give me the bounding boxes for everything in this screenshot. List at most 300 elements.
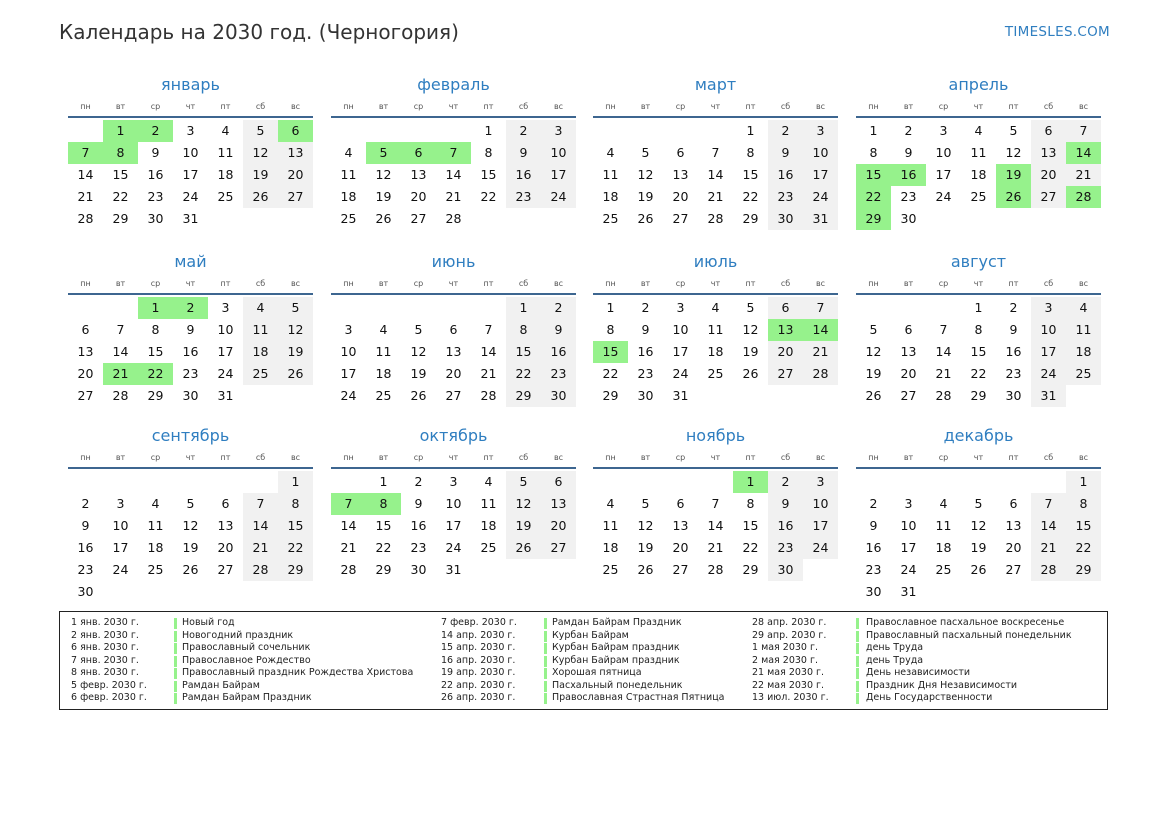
day-cell: 29 [147, 388, 164, 403]
day-cell: 13 [278, 142, 313, 164]
day-cell: 18 [707, 344, 724, 359]
holiday-day-cell: 1 [103, 120, 138, 142]
day-cell: 24 [672, 366, 689, 381]
legend-row [71, 680, 421, 693]
weekday-header [68, 447, 313, 469]
legend-holiday-name: Хорошая пятница [552, 667, 642, 678]
legend-row [441, 642, 791, 655]
day-cell: 16 [865, 540, 882, 555]
day-cell: 17 [1031, 341, 1066, 363]
day-cell: 20 [768, 341, 803, 363]
holiday-marker [856, 656, 859, 667]
day-cell: 10 [112, 518, 129, 533]
holiday-day-cell: 2 [138, 120, 173, 142]
day-cell: 25 [602, 211, 619, 226]
empty-cell [366, 297, 401, 319]
weekday-label: пт [220, 452, 231, 462]
weekday-label: вт [903, 278, 914, 288]
weekday-label: ср [675, 101, 686, 111]
days-grid [593, 471, 838, 581]
day-cell: 26 [243, 186, 278, 208]
weekday-label: пн [343, 452, 354, 462]
day-cell: 20 [278, 164, 313, 186]
day-cell: 27 [900, 388, 917, 403]
legend-date: 13 июл. 2030 г. [752, 692, 829, 703]
weekday-label: ср [938, 101, 949, 111]
month-name: ноябрь [685, 426, 746, 445]
month-block [68, 425, 313, 603]
day-cell: 13 [672, 518, 689, 533]
day-cell: 4 [484, 474, 493, 489]
holiday-marker [174, 693, 177, 704]
day-cell: 3 [221, 300, 230, 315]
days-grid [856, 471, 1101, 603]
day-cell: 3 [803, 471, 838, 493]
day-cell: 29 [375, 562, 392, 577]
day-cell: 9 [904, 145, 913, 160]
day-cell: 31 [182, 211, 199, 226]
day-cell: 24 [1031, 363, 1066, 385]
day-cell: 18 [602, 189, 619, 204]
weekday-label: чт [710, 452, 721, 462]
day-cell: 13 [900, 344, 917, 359]
weekday-header [593, 447, 838, 469]
weekday-label: ср [938, 452, 949, 462]
day-cell: 28 [340, 562, 357, 577]
weekday-header [331, 96, 576, 118]
weekday-label: вс [553, 101, 564, 111]
day-cell: 11 [375, 344, 392, 359]
legend-holiday-name: Новый год [182, 617, 235, 628]
legend-row [752, 680, 1102, 693]
day-cell: 3 [116, 496, 125, 511]
day-cell: 27 [410, 211, 427, 226]
weekday-label: чт [448, 101, 459, 111]
day-cell: 17 [672, 344, 689, 359]
day-cell: 27 [541, 537, 576, 559]
day-cell: 23 [900, 189, 917, 204]
empty-cell [1031, 471, 1066, 493]
legend-holiday-name: Курбан Байрам праздник [552, 642, 680, 653]
day-cell: 18 [243, 341, 278, 363]
day-cell: 13 [541, 493, 576, 515]
day-cell: 27 [1031, 186, 1066, 208]
day-cell: 9 [869, 518, 878, 533]
day-cell: 15 [742, 518, 759, 533]
day-cell: 1 [278, 471, 313, 493]
day-cell: 2 [768, 120, 803, 142]
day-cell: 23 [865, 562, 882, 577]
day-cell: 6 [768, 297, 803, 319]
day-cell: 8 [746, 145, 755, 160]
day-cell: 6 [904, 322, 913, 337]
legend-holiday-name: День Государственности [866, 692, 993, 703]
legend-date: 15 апр. 2030 г. [441, 642, 516, 653]
holiday-marker [174, 631, 177, 642]
day-cell: 27 [1005, 562, 1022, 577]
day-cell: 22 [742, 189, 759, 204]
legend-row [71, 655, 421, 668]
day-cell: 14 [707, 518, 724, 533]
day-cell: 20 [1005, 540, 1022, 555]
day-cell: 17 [445, 518, 462, 533]
weekday-label: пт [1008, 452, 1019, 462]
weekday-label: вс [1078, 101, 1089, 111]
day-cell: 28 [112, 388, 129, 403]
day-cell: 31 [900, 584, 917, 599]
days-grid [331, 297, 576, 407]
day-cell: 23 [77, 562, 94, 577]
day-cell: 30 [410, 562, 427, 577]
empty-cell [331, 120, 366, 142]
day-cell: 7 [484, 322, 493, 337]
weekday-label: вт [903, 452, 914, 462]
month-name: март [694, 75, 737, 94]
empty-cell [68, 471, 103, 493]
legend-holiday-name: Православный праздник Рождества Христова [182, 667, 414, 678]
day-cell: 23 [506, 186, 541, 208]
day-cell: 17 [217, 344, 234, 359]
holiday-marker [544, 643, 547, 654]
holiday-day-cell: 2 [173, 297, 208, 319]
holiday-marker [174, 668, 177, 679]
legend-holiday-name: Православный пасхальный понедельник [866, 629, 1072, 641]
weekday-header [856, 273, 1101, 295]
day-cell: 12 [970, 518, 987, 533]
empty-cell [698, 120, 733, 142]
day-cell: 9 [768, 142, 803, 164]
legend-row [71, 642, 421, 655]
day-cell: 16 [768, 164, 803, 186]
day-cell: 28 [1031, 559, 1066, 581]
weekday-label: сб [518, 101, 529, 111]
day-cell: 19 [970, 540, 987, 555]
empty-cell [68, 120, 103, 142]
holiday-marker [174, 681, 177, 692]
day-cell: 10 [182, 145, 199, 160]
day-cell: 18 [340, 189, 357, 204]
day-cell: 3 [449, 474, 458, 489]
day-cell: 14 [112, 344, 129, 359]
day-cell: 24 [803, 537, 838, 559]
day-cell: 29 [602, 388, 619, 403]
weekday-label: вс [1078, 278, 1089, 288]
holiday-marker [856, 631, 859, 642]
day-cell: 2 [768, 471, 803, 493]
weekday-label: вт [115, 278, 126, 288]
day-cell: 11 [243, 319, 278, 341]
day-cell: 15 [147, 344, 164, 359]
day-cell: 25 [375, 388, 392, 403]
day-cell: 8 [974, 322, 983, 337]
day-cell: 12 [1005, 145, 1022, 160]
holiday-marker [856, 643, 859, 654]
day-cell: 1 [379, 474, 388, 489]
weekday-label: чт [710, 278, 721, 288]
day-cell: 28 [707, 562, 724, 577]
day-cell: 8 [151, 322, 160, 337]
day-cell: 7 [711, 496, 720, 511]
day-cell: 4 [221, 123, 230, 138]
legend-date: 29 апр. 2030 г. [752, 629, 827, 641]
day-cell: 28 [445, 211, 462, 226]
day-cell: 5 [1009, 123, 1018, 138]
day-cell: 31 [803, 208, 838, 230]
day-cell: 18 [147, 540, 164, 555]
day-cell: 7 [1031, 493, 1066, 515]
holiday-marker [544, 693, 547, 704]
day-cell: 12 [410, 344, 427, 359]
month-name: декабрь [943, 426, 1014, 445]
day-cell: 11 [602, 167, 619, 182]
day-cell: 6 [81, 322, 90, 337]
day-cell: 12 [865, 344, 882, 359]
day-cell: 18 [935, 540, 952, 555]
weekday-label: ср [150, 101, 161, 111]
weekday-label: пт [1008, 278, 1019, 288]
weekday-label: вт [378, 101, 389, 111]
day-cell: 28 [480, 388, 497, 403]
day-cell: 24 [803, 186, 838, 208]
day-cell: 22 [278, 537, 313, 559]
empty-cell [628, 120, 663, 142]
legend-holiday-name: день Труда [866, 654, 924, 666]
day-cell: 6 [676, 496, 685, 511]
holiday-day-cell: 7 [331, 493, 366, 515]
day-cell: 2 [869, 496, 878, 511]
legend-row [441, 655, 791, 668]
weekday-label: сб [780, 278, 791, 288]
holiday-day-cell: 1 [138, 297, 173, 319]
day-cell: 4 [606, 145, 615, 160]
day-cell: 22 [112, 189, 129, 204]
weekday-label: ср [675, 452, 686, 462]
day-cell: 24 [182, 189, 199, 204]
empty-cell [996, 471, 1031, 493]
legend-date: 22 апр. 2030 г. [441, 679, 516, 691]
day-cell: 18 [217, 167, 234, 182]
legend-row [441, 617, 791, 630]
day-cell: 24 [445, 540, 462, 555]
weekday-label: пт [745, 101, 756, 111]
weekday-label: вс [815, 101, 826, 111]
month-block [856, 425, 1101, 603]
weekday-label: сб [518, 278, 529, 288]
day-cell: 15 [112, 167, 129, 182]
empty-cell [173, 471, 208, 493]
day-cell: 14 [480, 344, 497, 359]
day-cell: 6 [1009, 496, 1018, 511]
day-cell: 1 [869, 123, 878, 138]
weekday-header [856, 96, 1101, 118]
weekday-header [331, 447, 576, 469]
day-cell: 27 [768, 363, 803, 385]
legend-holiday-name: Пасхальный понедельник [552, 679, 683, 691]
day-cell: 31 [217, 388, 234, 403]
day-cell: 11 [147, 518, 164, 533]
weekday-label: вт [903, 101, 914, 111]
empty-cell [103, 471, 138, 493]
day-cell: 5 [974, 496, 983, 511]
holiday-day-cell: 14 [1066, 142, 1101, 164]
day-cell: 16 [182, 344, 199, 359]
day-cell: 25 [970, 189, 987, 204]
day-cell: 25 [935, 562, 952, 577]
day-cell: 30 [77, 584, 94, 599]
day-cell: 17 [900, 540, 917, 555]
day-cell: 6 [221, 496, 230, 511]
day-cell: 12 [637, 518, 654, 533]
weekday-label: чт [185, 101, 196, 111]
days-grid [331, 471, 576, 581]
weekday-label: сб [255, 452, 266, 462]
month-name: август [950, 252, 1007, 271]
day-cell: 22 [375, 540, 392, 555]
holiday-marker [544, 668, 547, 679]
day-cell: 30 [1005, 388, 1022, 403]
day-cell: 3 [1031, 297, 1066, 319]
day-cell: 11 [480, 496, 497, 511]
day-cell: 26 [506, 537, 541, 559]
legend-date: 28 апр. 2030 г. [752, 617, 827, 628]
holiday-day-cell: 22 [856, 186, 891, 208]
holiday-legend [59, 611, 1108, 710]
weekday-label: чт [185, 278, 196, 288]
day-cell: 31 [672, 388, 689, 403]
day-cell: 16 [768, 515, 803, 537]
weekday-label: ср [413, 452, 424, 462]
weekday-label: пн [80, 278, 91, 288]
day-cell: 12 [742, 322, 759, 337]
day-cell: 29 [742, 211, 759, 226]
day-cell: 4 [1066, 297, 1101, 319]
holiday-day-cell: 21 [103, 363, 138, 385]
day-cell: 2 [506, 120, 541, 142]
legend-column [752, 617, 1102, 705]
legend-date: 16 апр. 2030 г. [441, 654, 516, 666]
day-cell: 12 [182, 518, 199, 533]
day-cell: 23 [541, 363, 576, 385]
day-cell: 20 [541, 515, 576, 537]
day-cell: 4 [939, 496, 948, 511]
legend-date: 21 мая 2030 г. [752, 667, 825, 678]
holiday-day-cell: 15 [856, 164, 891, 186]
day-cell: 14 [445, 167, 462, 182]
holiday-marker [544, 631, 547, 642]
legend-holiday-name: Рамдан Байрам [182, 679, 260, 691]
weekday-label: пт [483, 101, 494, 111]
weekday-label: пн [343, 278, 354, 288]
holiday-marker [174, 643, 177, 654]
day-cell: 31 [1031, 385, 1066, 407]
day-cell: 13 [445, 344, 462, 359]
empty-cell [331, 471, 366, 493]
legend-row [71, 667, 421, 680]
day-cell: 26 [410, 388, 427, 403]
day-cell: 25 [480, 540, 497, 555]
day-cell: 19 [182, 540, 199, 555]
day-cell: 6 [541, 471, 576, 493]
empty-cell [926, 297, 961, 319]
weekday-label: пт [745, 452, 756, 462]
day-cell: 25 [602, 562, 619, 577]
day-cell: 28 [935, 388, 952, 403]
weekday-label: вс [290, 101, 301, 111]
day-cell: 27 [77, 388, 94, 403]
brand-link[interactable]: TIMESLES.COM [1004, 24, 1110, 40]
day-cell: 21 [340, 540, 357, 555]
day-cell: 23 [768, 537, 803, 559]
day-cell: 21 [707, 189, 724, 204]
empty-cell [628, 471, 663, 493]
day-cell: 9 [1009, 322, 1018, 337]
holiday-day-cell: 7 [436, 142, 471, 164]
day-cell: 7 [1066, 120, 1101, 142]
month-block [856, 251, 1101, 407]
day-cell: 26 [742, 366, 759, 381]
legend-date: 7 февр. 2030 г. [441, 617, 517, 628]
weekday-label: ср [413, 101, 424, 111]
weekday-label: вс [815, 452, 826, 462]
day-cell: 29 [742, 562, 759, 577]
day-cell: 4 [344, 145, 353, 160]
weekday-label: вс [815, 278, 826, 288]
day-cell: 4 [974, 123, 983, 138]
day-cell: 27 [672, 211, 689, 226]
empty-cell [68, 297, 103, 319]
day-cell: 2 [541, 297, 576, 319]
day-cell: 27 [278, 186, 313, 208]
weekday-label: вт [378, 452, 389, 462]
day-cell: 9 [506, 142, 541, 164]
day-cell: 14 [707, 167, 724, 182]
holiday-marker [174, 618, 177, 629]
day-cell: 12 [506, 493, 541, 515]
day-cell: 26 [637, 562, 654, 577]
day-cell: 22 [742, 540, 759, 555]
day-cell: 15 [480, 167, 497, 182]
weekday-label: пн [80, 452, 91, 462]
month-name: июль [693, 252, 738, 271]
day-cell: 15 [375, 518, 392, 533]
day-cell: 4 [606, 496, 615, 511]
day-cell: 10 [900, 518, 917, 533]
legend-row [752, 642, 1102, 655]
legend-date: 6 янв. 2030 г. [71, 642, 139, 653]
day-cell: 29 [970, 388, 987, 403]
days-grid [593, 297, 838, 407]
legend-date: 8 янв. 2030 г. [71, 667, 139, 678]
day-cell: 1 [1066, 471, 1101, 493]
month-name: январь [161, 75, 220, 94]
day-cell: 10 [1031, 319, 1066, 341]
day-cell: 24 [900, 562, 917, 577]
empty-cell [593, 471, 628, 493]
day-cell: 19 [865, 366, 882, 381]
legend-row [71, 630, 421, 643]
day-cell: 30 [182, 388, 199, 403]
day-cell: 23 [410, 540, 427, 555]
day-cell: 11 [935, 518, 952, 533]
day-cell: 7 [243, 493, 278, 515]
day-cell: 14 [1031, 515, 1066, 537]
day-cell: 30 [541, 385, 576, 407]
month-name: апрель [948, 75, 1009, 94]
day-cell: 8 [1066, 493, 1101, 515]
days-grid [593, 120, 838, 230]
weekday-label: пн [605, 101, 616, 111]
day-cell: 8 [278, 493, 313, 515]
